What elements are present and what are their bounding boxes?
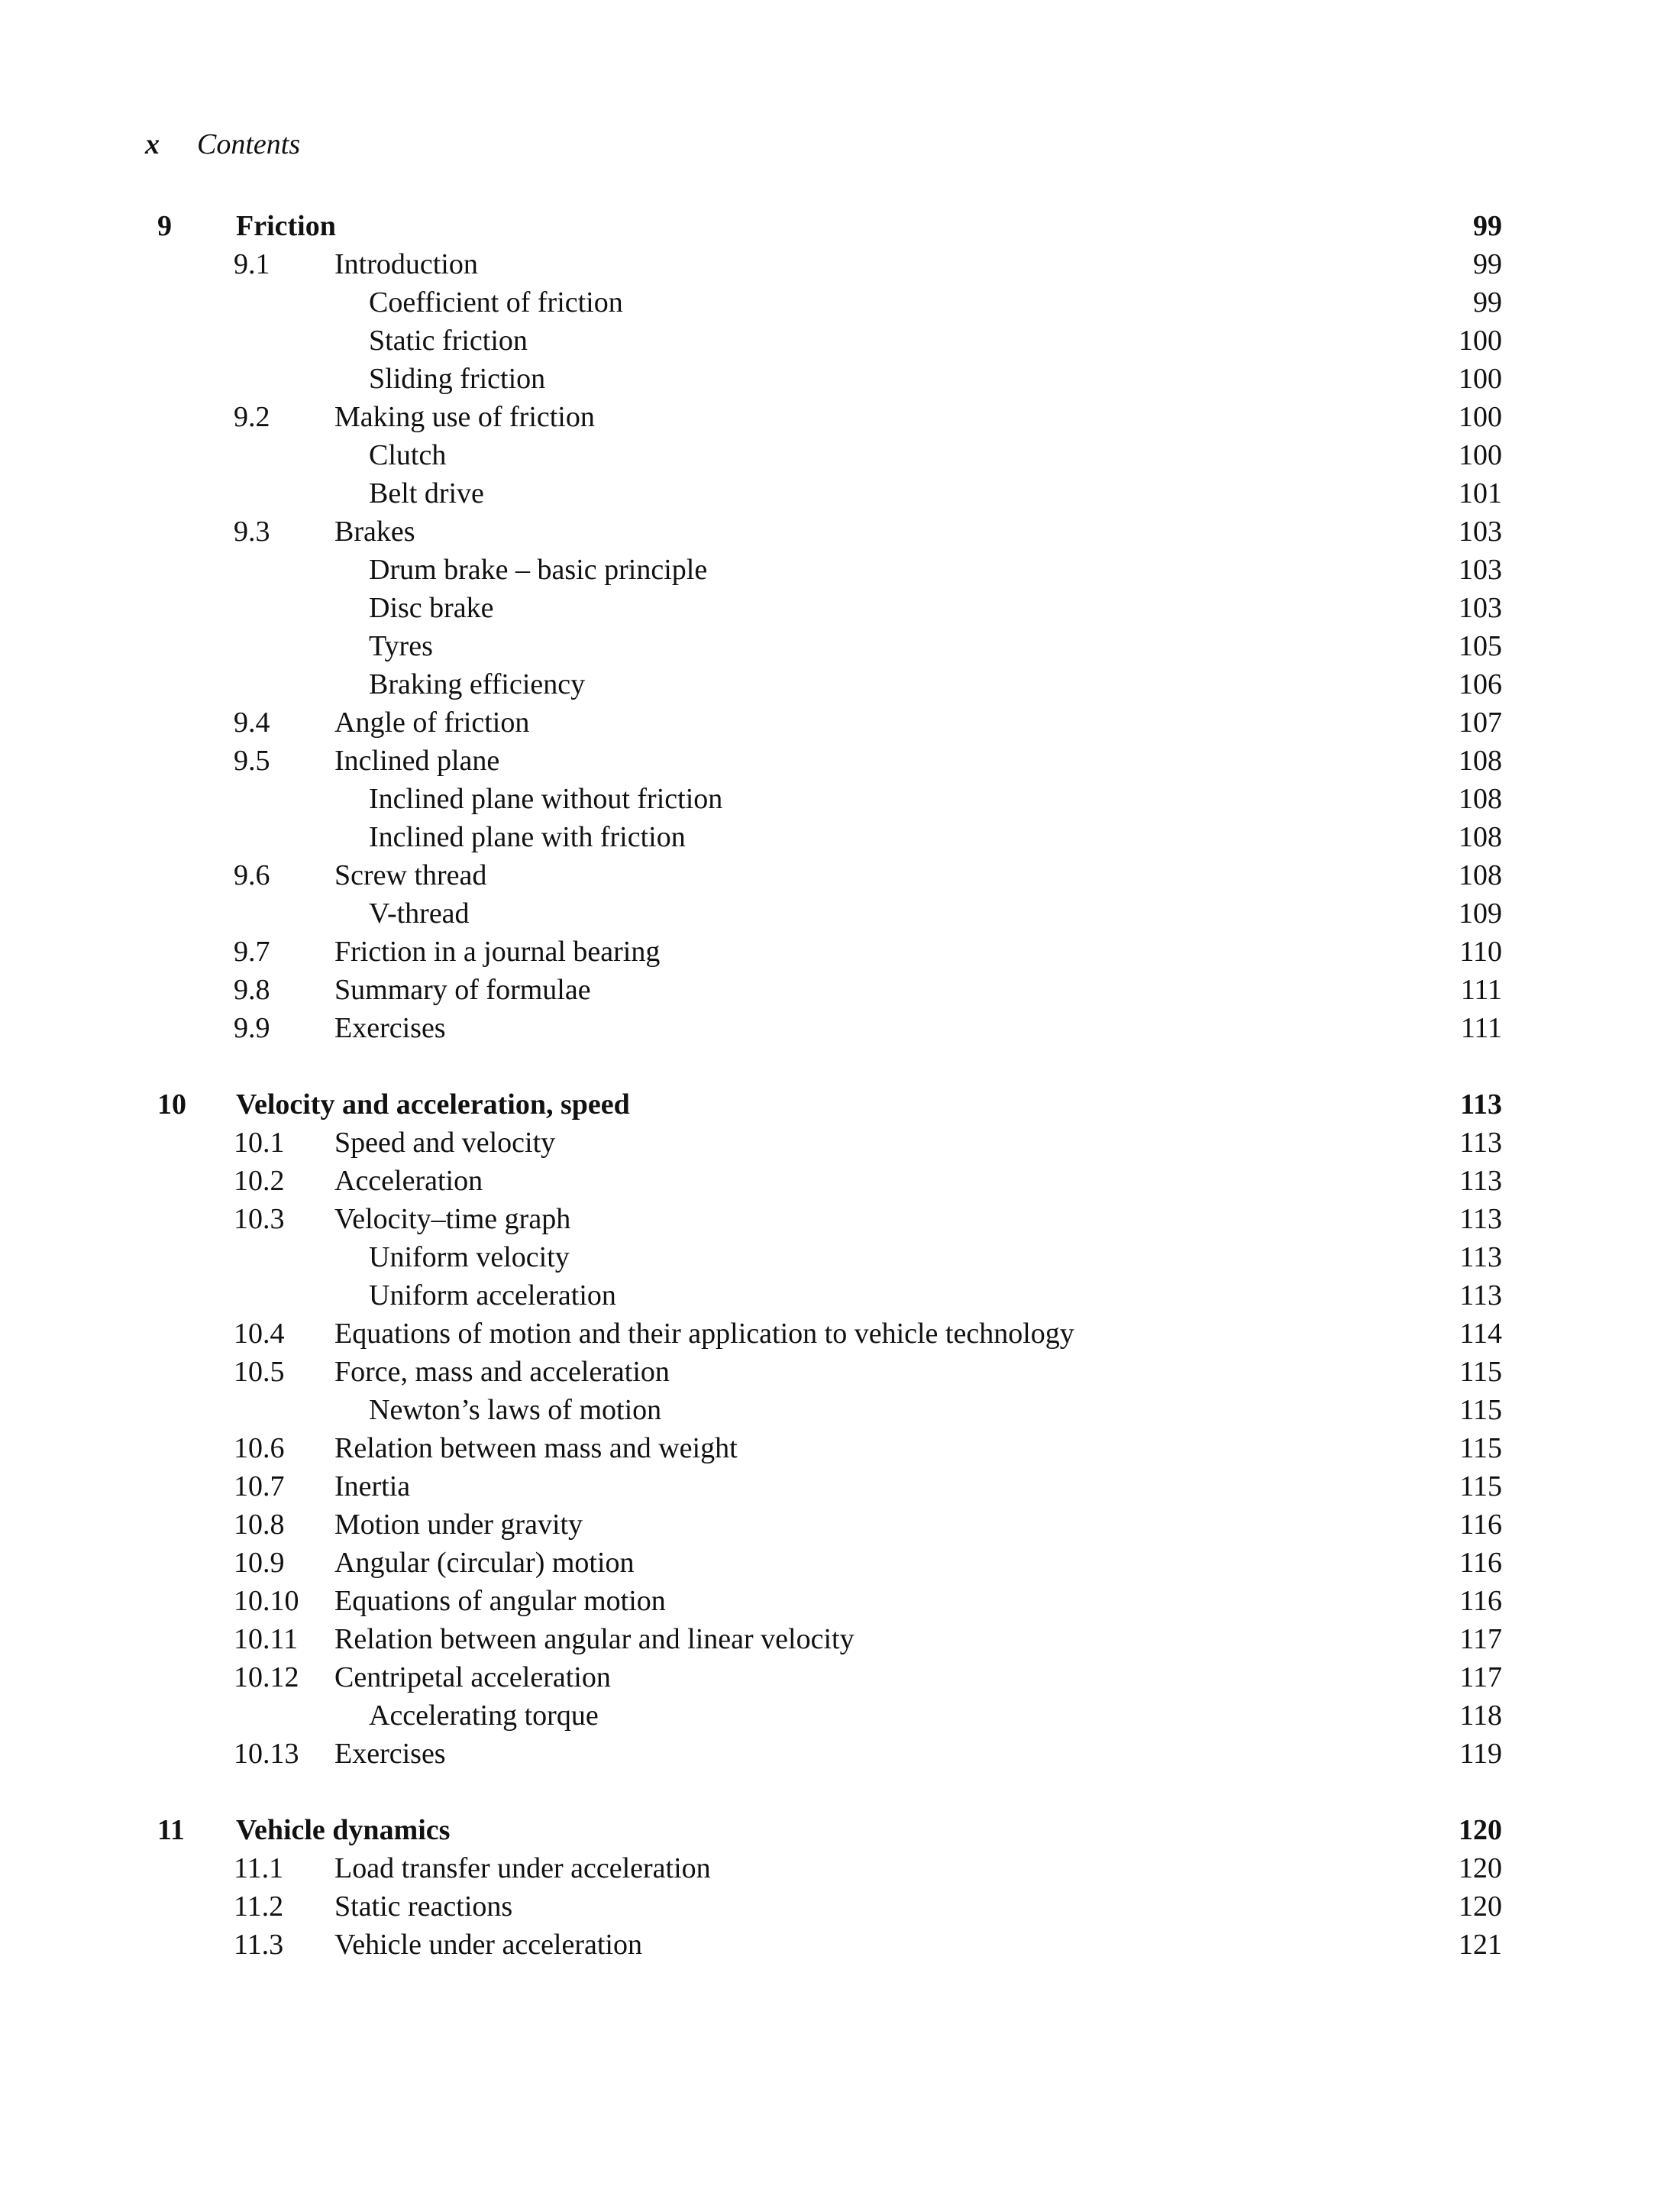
entry-page-number: 113: [1459, 1203, 1502, 1235]
entry-page-number: 113: [1459, 1127, 1502, 1159]
page-numeral: x: [145, 128, 160, 160]
section-number: 9.6: [234, 859, 270, 891]
entry-page-number: 117: [1459, 1661, 1502, 1693]
section-number: 11.1: [234, 1852, 284, 1884]
section-title: Relation between mass and weight: [334, 1432, 738, 1464]
toc-section-entry[interactable]: [0, 1849, 1680, 1887]
section-number: 9.5: [234, 745, 270, 777]
entry-page-number: 120: [1459, 1890, 1502, 1923]
section-number: 11.2: [234, 1890, 284, 1923]
toc-section-entry[interactable]: [0, 1544, 1680, 1582]
section-number: 10.13: [234, 1738, 299, 1770]
entry-page-number: 115: [1459, 1394, 1502, 1426]
entry-page-number: 105: [1459, 630, 1502, 662]
section-title: Angle of friction: [334, 707, 530, 739]
section-title: Exercises: [334, 1738, 446, 1770]
chapter-page-number: 113: [1460, 1088, 1502, 1121]
entry-page-number: 108: [1459, 783, 1502, 815]
entry-page-number: 120: [1459, 1852, 1502, 1884]
section-title: Exercises: [334, 1012, 446, 1044]
section-title: Brakes: [334, 516, 415, 548]
section-title: Motion under gravity: [334, 1509, 583, 1541]
section-title: Acceleration: [334, 1165, 483, 1197]
chapter-page-number: 120: [1459, 1814, 1502, 1846]
section-title: Vehicle under acceleration: [334, 1929, 642, 1961]
section-number: 9.7: [234, 936, 270, 968]
subsection-title: Inclined plane without friction: [369, 783, 723, 815]
toc-section-entry[interactable]: [0, 1162, 1680, 1200]
toc-subsection-entry[interactable]: [0, 322, 1680, 360]
chapter-number: 11: [157, 1814, 185, 1846]
entry-page-number: 99: [1473, 248, 1502, 280]
toc-section-entry[interactable]: [0, 856, 1680, 894]
table-of-contents: [0, 207, 1680, 2002]
subsection-title: Tyres: [369, 630, 433, 662]
subsection-title: Braking efficiency: [369, 668, 586, 700]
toc-section-entry[interactable]: [0, 1926, 1680, 1964]
chapter-title: Friction: [236, 210, 336, 242]
toc-section-entry[interactable]: [0, 1735, 1680, 1773]
subsection-title: Belt drive: [369, 477, 484, 509]
entry-page-number: 111: [1460, 974, 1502, 1006]
section-number: 10.4: [234, 1318, 285, 1350]
section-title: Friction in a journal bearing: [334, 936, 661, 968]
toc-section-entry[interactable]: [0, 1429, 1680, 1467]
section-title: Speed and velocity: [334, 1127, 556, 1159]
entry-page-number: 116: [1459, 1547, 1502, 1579]
entry-page-number: 118: [1459, 1700, 1502, 1732]
entry-page-number: 115: [1459, 1432, 1502, 1464]
toc-section-entry[interactable]: [0, 933, 1680, 971]
toc-section-entry[interactable]: [0, 1506, 1680, 1544]
entry-page-number: 119: [1459, 1738, 1502, 1770]
section-title: Relation between angular and linear velocity: [334, 1623, 855, 1655]
toc-section-entry[interactable]: [0, 513, 1680, 551]
toc-subsection-entry[interactable]: [0, 1238, 1680, 1276]
entry-page-number: 100: [1459, 401, 1502, 433]
entry-page-number: 116: [1459, 1585, 1502, 1617]
section-number: 10.3: [234, 1203, 285, 1235]
section-number: 9.8: [234, 974, 270, 1006]
section-number: 9.2: [234, 401, 270, 433]
section-title: Equations of angular motion: [334, 1585, 666, 1617]
chapter-heading[interactable]: [0, 207, 1680, 245]
section-number: 9.9: [234, 1012, 270, 1044]
toc-section-entry[interactable]: [0, 1353, 1680, 1391]
entry-page-number: 116: [1459, 1509, 1502, 1541]
section-number: 10.12: [234, 1661, 299, 1693]
entry-page-number: 108: [1459, 859, 1502, 891]
subsection-title: Uniform velocity: [369, 1241, 570, 1273]
section-title: Centripetal acceleration: [334, 1661, 611, 1693]
subsection-title: Clutch: [369, 439, 447, 471]
entry-page-number: 117: [1459, 1623, 1502, 1655]
section-title: Introduction: [334, 248, 478, 280]
subsection-title: Accelerating torque: [369, 1700, 599, 1732]
section-number: 10.5: [234, 1356, 285, 1388]
section-number: 9.3: [234, 516, 270, 548]
subsection-title: Disc brake: [369, 592, 494, 624]
section-number: 10.2: [234, 1165, 285, 1197]
entry-page-number: 113: [1459, 1165, 1502, 1197]
toc-subsection-entry[interactable]: [0, 474, 1680, 513]
toc-subsection-entry[interactable]: [0, 780, 1680, 818]
section-number: 10.11: [234, 1623, 299, 1655]
toc-section-entry[interactable]: [0, 1887, 1680, 1926]
section-title: Velocity–time graph: [334, 1203, 571, 1235]
chapter-heading[interactable]: [0, 1811, 1680, 1849]
entry-page-number: 101: [1459, 477, 1502, 509]
subsection-title: Sliding friction: [369, 363, 546, 395]
entry-page-number: 109: [1459, 897, 1502, 930]
section-title: Load transfer under acceleration: [334, 1852, 711, 1884]
toc-subsection-entry[interactable]: [0, 436, 1680, 474]
subsection-title: V-thread: [369, 897, 470, 930]
entry-page-number: 108: [1459, 821, 1502, 853]
chapter-block: [0, 207, 1680, 1047]
subsection-title: Uniform acceleration: [369, 1279, 616, 1311]
chapter-block: [0, 1085, 1680, 1773]
toc-section-entry[interactable]: [0, 1467, 1680, 1506]
chapter-number: 10: [157, 1088, 186, 1121]
toc-subsection-entry[interactable]: [0, 283, 1680, 322]
entry-page-number: 107: [1459, 707, 1502, 739]
chapter-page-number: 99: [1473, 210, 1502, 242]
toc-subsection-entry[interactable]: [0, 1696, 1680, 1735]
section-title: Static reactions: [334, 1890, 513, 1923]
toc-subsection-entry[interactable]: [0, 627, 1680, 665]
entry-page-number: 100: [1459, 325, 1502, 357]
entry-page-number: 106: [1459, 668, 1502, 700]
toc-section-entry[interactable]: [0, 1315, 1680, 1353]
toc-subsection-entry[interactable]: [0, 1391, 1680, 1429]
toc-subsection-entry[interactable]: [0, 818, 1680, 856]
subsection-title: Inclined plane with friction: [369, 821, 686, 853]
chapter-number: 9: [157, 210, 172, 242]
section-number: 10.1: [234, 1127, 285, 1159]
subsection-title: Drum brake – basic principle: [369, 554, 708, 586]
section-title: Angular (circular) motion: [334, 1547, 635, 1579]
entry-page-number: 113: [1459, 1279, 1502, 1311]
section-title: Summary of formulae: [334, 974, 591, 1006]
toc-section-entry[interactable]: [0, 1620, 1680, 1658]
toc-subsection-entry[interactable]: [0, 551, 1680, 589]
toc-subsection-entry[interactable]: [0, 894, 1680, 933]
section-title: Force, mass and acceleration: [334, 1356, 670, 1388]
entry-page-number: 103: [1459, 516, 1502, 548]
section-title: Inertia: [334, 1470, 411, 1502]
toc-section-entry[interactable]: [0, 1124, 1680, 1162]
section-number: 9.1: [234, 248, 270, 280]
toc-subsection-entry[interactable]: [0, 360, 1680, 398]
section-number: 10.6: [234, 1432, 285, 1464]
toc-section-entry[interactable]: [0, 398, 1680, 436]
entry-page-number: 108: [1459, 745, 1502, 777]
section-number: 10.9: [234, 1547, 285, 1579]
section-number: 10.8: [234, 1509, 285, 1541]
toc-subsection-entry[interactable]: [0, 589, 1680, 627]
toc-section-entry[interactable]: [0, 703, 1680, 742]
toc-subsection-entry[interactable]: [0, 1276, 1680, 1315]
entry-page-number: 115: [1459, 1470, 1502, 1502]
toc-section-entry[interactable]: [0, 1009, 1680, 1047]
toc-section-entry[interactable]: [0, 971, 1680, 1009]
subsection-title: Static friction: [369, 325, 528, 357]
section-number: 10.10: [234, 1585, 299, 1617]
toc-section-entry[interactable]: [0, 245, 1680, 283]
toc-section-entry[interactable]: [0, 1582, 1680, 1620]
section-title: Equations of motion and their application to vehicle technology: [334, 1318, 1074, 1350]
chapter-title: Vehicle dynamics: [236, 1814, 451, 1846]
section-number: 9.4: [234, 707, 270, 739]
entry-page-number: 110: [1459, 936, 1502, 968]
entry-page-number: 99: [1473, 286, 1502, 319]
chapter-block: [0, 1811, 1680, 1964]
entry-page-number: 103: [1459, 592, 1502, 624]
toc-section-entry[interactable]: [0, 1200, 1680, 1238]
chapter-title: Velocity and acceleration, speed: [236, 1088, 630, 1121]
section-number: 11.3: [234, 1929, 284, 1961]
section-number: 10.7: [234, 1470, 285, 1502]
entry-page-number: 115: [1459, 1356, 1502, 1388]
entry-page-number: 103: [1459, 554, 1502, 586]
entry-page-number: 100: [1459, 439, 1502, 471]
subsection-title: Newton’s laws of motion: [369, 1394, 662, 1426]
chapter-heading[interactable]: [0, 1085, 1680, 1124]
section-title: Inclined plane: [334, 745, 500, 777]
section-title: Screw thread: [334, 859, 487, 891]
toc-section-entry[interactable]: [0, 1658, 1680, 1696]
subsection-title: Coefficient of friction: [369, 286, 623, 319]
running-header: [145, 130, 300, 159]
entry-page-number: 113: [1459, 1241, 1502, 1273]
entry-page-number: 100: [1459, 363, 1502, 395]
toc-section-entry[interactable]: [0, 742, 1680, 780]
entry-page-number: 111: [1460, 1012, 1502, 1044]
toc-subsection-entry[interactable]: [0, 665, 1680, 703]
entry-page-number: 114: [1459, 1318, 1502, 1350]
entry-page-number: 121: [1459, 1929, 1502, 1961]
section-title: Making use of friction: [334, 401, 595, 433]
page-title: Contents: [197, 128, 301, 160]
